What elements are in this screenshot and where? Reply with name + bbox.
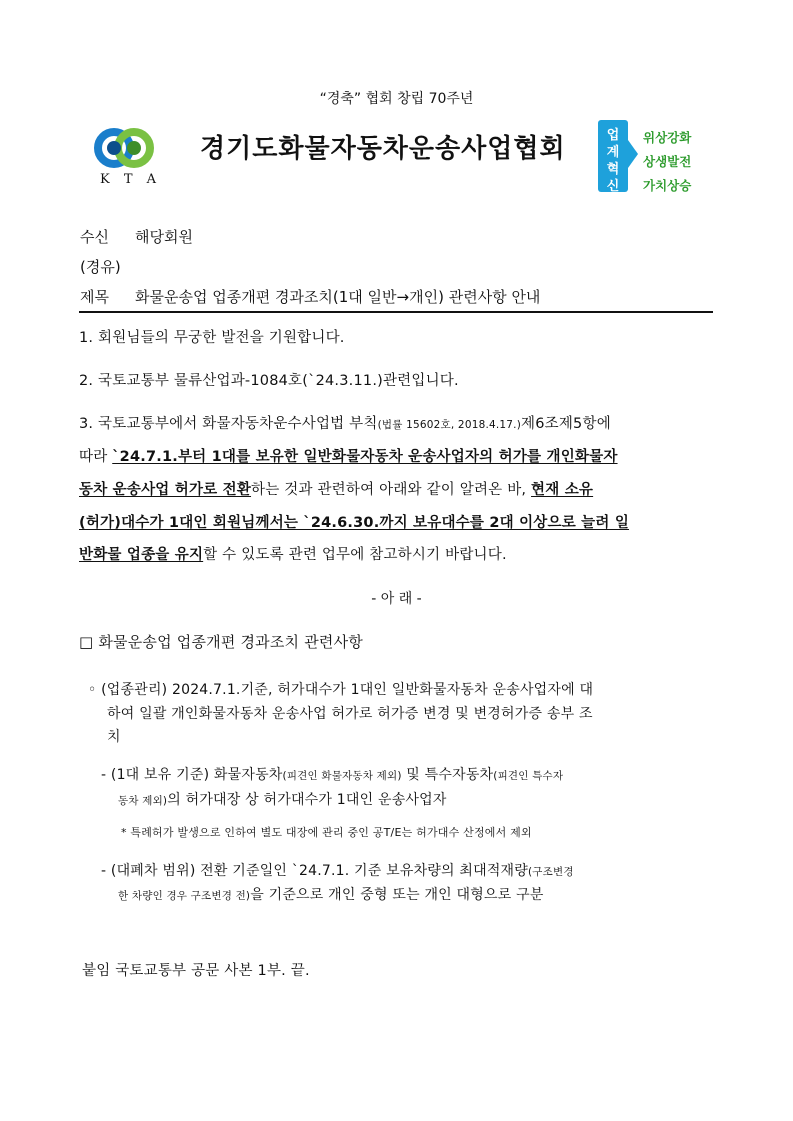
sub-item-2-line xyxy=(118,884,544,904)
text-run: 의 허가대장 상 허가대수가 1대인 운송사업자 xyxy=(167,792,447,808)
attachment-note: 붙임 국토교통부 공문 사본 1부. 끝. xyxy=(82,963,310,979)
recipient-row xyxy=(80,226,193,247)
paragraph-3-line xyxy=(79,478,593,499)
innovation-badge xyxy=(598,120,628,192)
header-divider xyxy=(79,311,713,313)
text-run: 하는 것과 관련하여 아래와 같이 알려온 바, xyxy=(251,482,532,498)
text-run: 을 기준으로 개인 중형 또는 개인 대형으로 구분 xyxy=(250,887,544,903)
logo-text: K T A xyxy=(100,172,162,187)
paragraph-1: 1. 회원님들의 무궁한 발전을 기원합니다. xyxy=(79,330,345,346)
badge-char: 계 xyxy=(606,145,620,160)
small-note: 한 차량인 경우 구조변경 전) xyxy=(118,890,251,902)
motto-line: 가치상승 xyxy=(643,178,692,193)
footnote: * 특례허가 발생으로 인하여 별도 대장에 관리 중인 공T/E는 허가대수 산정에서 제외 xyxy=(121,826,532,839)
subject-value: 화물운송업 업종개편 경과조치(1대 일반→개인) 관련사항 안내 xyxy=(135,288,541,306)
paragraph-3-line xyxy=(79,543,507,564)
small-note: (구조변경 xyxy=(528,866,574,878)
text-run: 할 수 있도록 관련 업무에 참고하시기 바랍니다. xyxy=(203,547,507,563)
small-note: (피견인 특수자 xyxy=(493,770,564,782)
sub-item-1-line xyxy=(118,789,447,809)
small-note: 동차 제외) xyxy=(118,795,168,807)
emphasis-text: `24.7.1.부터 1대를 보유한 일반화물자동차 운송사업자의 허가를 개인화물자 xyxy=(112,449,618,465)
notice-heading: - 아 래 - xyxy=(371,591,422,607)
section-title: □ 화물운송업 업종개편 경과조치 관련사항 xyxy=(79,633,363,651)
emphasis-text: 현재 소유 xyxy=(531,482,594,498)
sub-item-2-line xyxy=(101,860,574,880)
small-note: (피견인 화물자동차 제외) xyxy=(282,770,402,782)
text-run: 3. 국토교통부에서 화물자동차운수사업법 부칙 xyxy=(79,416,378,432)
subject-label: 제목 xyxy=(80,288,109,306)
emphasis-text: 동차 운송사업 허가로 전환 xyxy=(79,482,252,498)
sub-item-1-line xyxy=(101,764,563,784)
motto-line: 위상강화 xyxy=(643,130,692,145)
law-reference: (법률 15602호, 2018.4.17.) xyxy=(377,419,522,431)
item-1-line: ◦ (업종관리) 2024.7.1.기준, 허가대수가 1대인 일반화물자동차 운송사업자에 대 xyxy=(88,682,594,698)
paragraph-3-line xyxy=(79,511,629,532)
motto-line: 상생발전 xyxy=(643,154,692,169)
organization-name: 경기도화물자동차운송사업협회 xyxy=(200,134,566,164)
badge-char: 업 xyxy=(606,128,620,143)
recipient-label: 수신 xyxy=(80,228,109,246)
text-run: - (대폐차 범위) 전환 기준일인 `24.7.1. 기준 보유차량의 최대적재량 xyxy=(101,863,529,879)
badge-arrow-icon xyxy=(628,140,638,168)
anniversary-slogan: “경축” 협회 창립 70주년 xyxy=(319,91,474,107)
badge-char: 신 xyxy=(606,179,620,194)
subject-row xyxy=(80,286,540,307)
text-run: - (1대 보유 기준) 화물자동차 xyxy=(101,767,283,783)
text-run: 따라 xyxy=(79,449,113,465)
recipient-value: 해당회원 xyxy=(135,228,193,246)
emphasis-text: 반화물 업종을 유지 xyxy=(79,547,204,563)
paragraph-3-line xyxy=(79,412,611,433)
item-1-line: 하여 일괄 개인화물자동차 운송사업 허가로 허가증 변경 및 변경허가증 송부 조 xyxy=(107,706,593,722)
text-run: 제6조제5항에 xyxy=(521,416,611,432)
emphasis-text: (허가)대수가 1대인 회원님께서는 `24.6.30.까지 보유대수를 2대 이상으로 늘려 일 xyxy=(79,515,630,531)
item-1-line: 치 xyxy=(107,729,121,745)
paragraph-2: 2. 국토교통부 물류산업과-1084호(`24.3.11.)관련입니다. xyxy=(79,373,459,389)
via-row: (경유) xyxy=(80,258,121,276)
paragraph-3-line xyxy=(79,445,618,466)
text-run: 및 특수자동차 xyxy=(401,767,494,783)
badge-char: 혁 xyxy=(606,162,620,177)
